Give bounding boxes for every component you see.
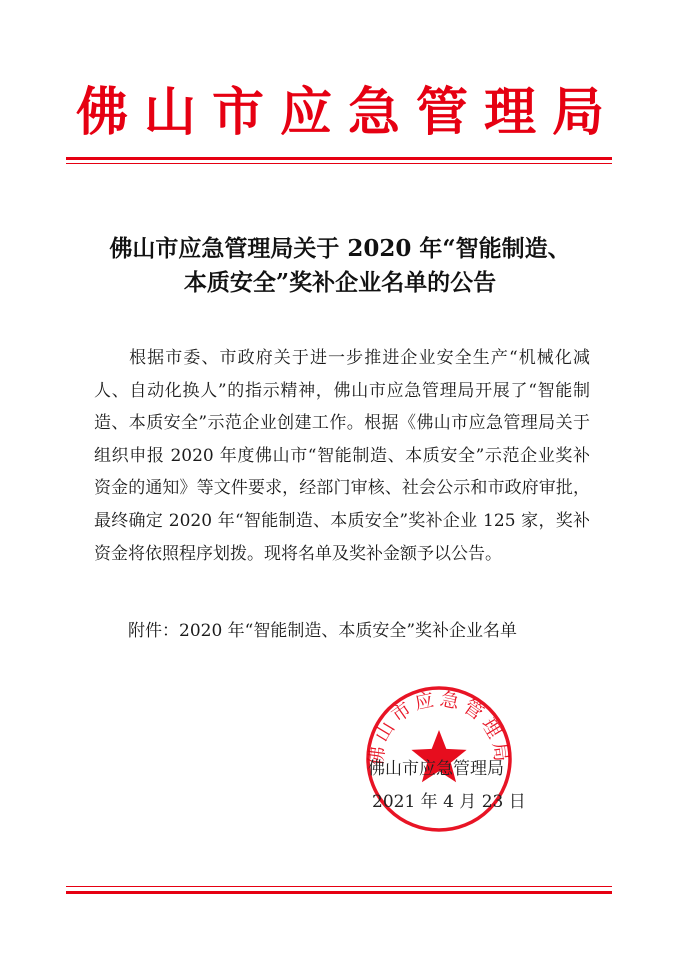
body-paragraph-text: 根据市委、市政府关于进一步推进企业安全生产“机械化减人、自动化换人”的指示精神，佛山市应急管理局开展了“智能制造、本质安全”示范企业创建工作。根据《佛山市应急管理局关于组织申报 2020 年度佛山市“智能制造、本质安全”示范企业奖补资金的通知》等文件要求，经部门审核、社会公示和市政府审批，最终确定 2020 年“智能制造、本质安全”奖补企业 125 家，奖补资金将依照程序划拨。现将名单及奖补金额予以公告。	[94, 348, 590, 564]
masthead-title: 佛山市应急管理局	[75, 82, 620, 143]
footer-rule-thin	[66, 886, 612, 887]
header-rule-thick	[66, 157, 612, 160]
document-title-line1: 佛山市应急管理局关于 2020 年“智能制造、	[109, 235, 571, 262]
signature-organization: 佛山市应急管理局	[368, 759, 504, 779]
footer-rule-thick	[66, 891, 612, 894]
document-title-line2: 本质安全”奖补企业名单的公告	[183, 269, 497, 296]
signature-date: 2021 年 4 月 23 日	[372, 792, 526, 812]
seal-text: 佛山市应急管理局	[365, 688, 513, 767]
header-rule-thin	[66, 163, 612, 164]
attachment-line: 附件：2020 年“智能制造、本质安全”奖补企业名单	[128, 621, 518, 641]
body-paragraph	[94, 342, 590, 570]
document-title	[60, 232, 620, 300]
